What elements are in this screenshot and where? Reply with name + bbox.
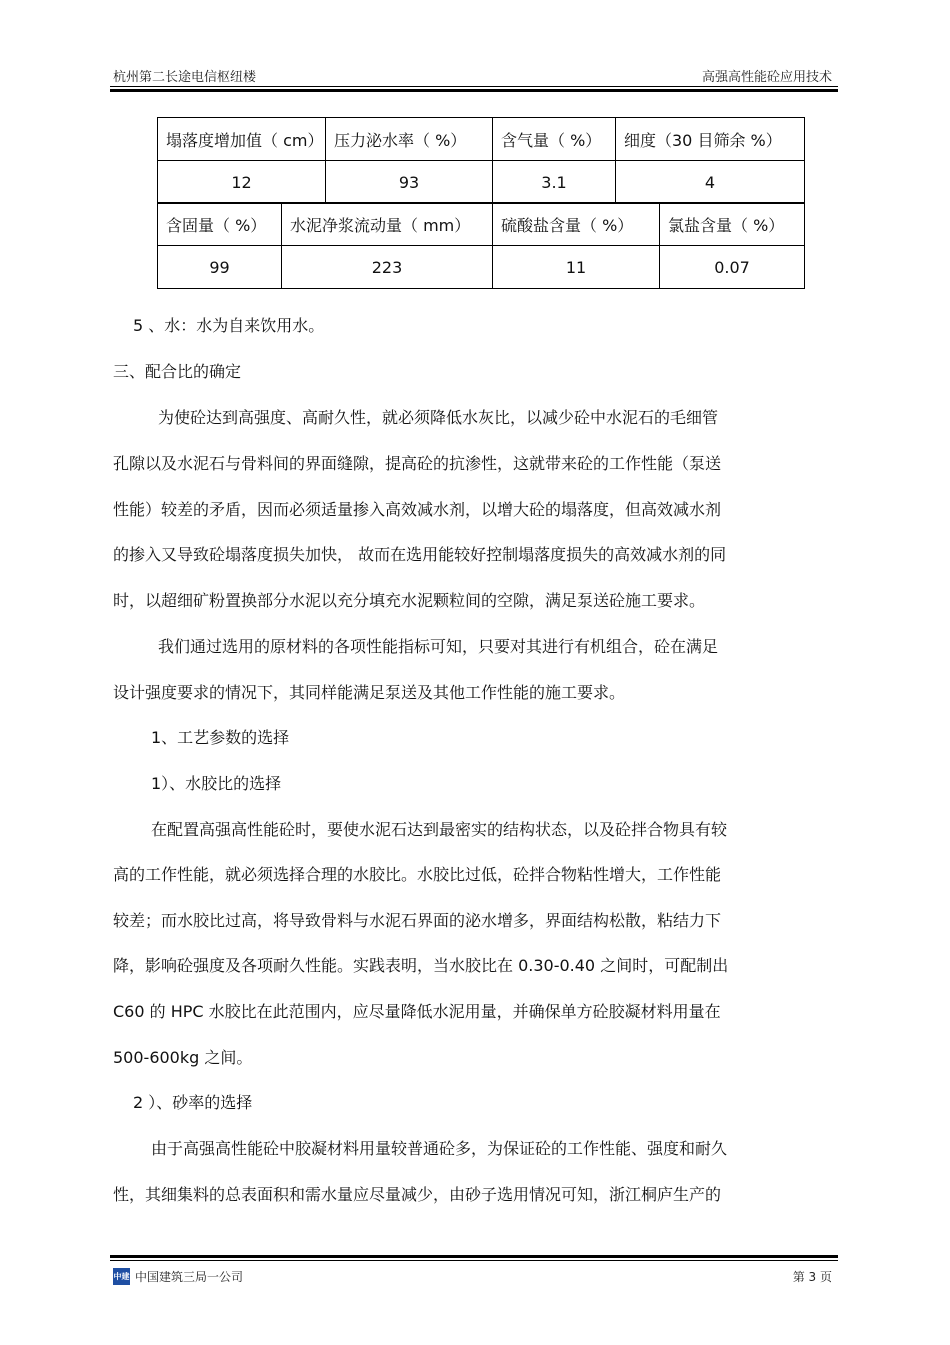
company-logo-icon: 中建 (113, 1268, 130, 1285)
table-cell: 99 (158, 246, 282, 289)
table-cell: 3.1 (493, 161, 616, 204)
header-left: 杭州第二长途电信枢纽楼 (113, 70, 257, 85)
paragraph-line: 高的工作性能，就必须选择合理的水胶比。水胶比过低，砼拌合物粘性增大，工作性能 (113, 865, 722, 884)
paragraph-line: 由于高强高性能砼中胶凝材料用量较普通砼多，为保证砼的工作性能、强度和耐久 (151, 1139, 728, 1158)
admixture-table-2 (157, 202, 805, 289)
table-cell: 0.07 (660, 246, 805, 289)
paragraph-line: 降，影响砼强度及各项耐久性能。实践表明，当水胶比在 0.30-0.40 之间时，可配制出 (113, 956, 729, 975)
paragraph-line: 性，其细集料的总表面积和需水量应尽量减少，由砂子选用情况可知，浙江桐庐生产的 (113, 1185, 722, 1204)
table-cell: 11 (493, 246, 660, 289)
table-header-cell: 硫酸盐含量（ %） (493, 203, 660, 246)
footer-rule-thin (110, 1260, 838, 1261)
table-cell: 93 (326, 161, 493, 204)
subsection-heading: 1、工艺参数的选择 (151, 728, 290, 747)
admixture-table-1 (157, 117, 805, 204)
paragraph-line: 较差；而水胶比过高，将导致骨料与水泥石界面的泌水增多，界面结构松散，粘结力下 (113, 911, 722, 930)
water-note: 5 、水：水为自来饮用水。 (133, 316, 325, 335)
header-rule-thin (110, 86, 838, 87)
paragraph-line: 在配置高强高性能砼时，要使水泥石达到最密实的结构状态，以及砼拌合物具有较 (151, 820, 728, 839)
table-row (158, 118, 805, 161)
table-cell: 223 (282, 246, 493, 289)
table-cell: 4 (616, 161, 805, 204)
subsection-heading: 2 ）、砂率的选择 (133, 1093, 253, 1112)
paragraph-line: 孔隙以及水泥石与骨料间的界面缝隙，提高砼的抗渗性，这就带来砼的工作性能（泵送 (113, 454, 722, 473)
table-row (158, 203, 805, 246)
paragraph-line: 性能）较差的矛盾，因而必须适量掺入高效减水剂，以增大砼的塌落度，但高效减水剂 (113, 500, 722, 519)
table-row (158, 161, 805, 204)
table-header-cell: 水泥净浆流动量（ mm） (282, 203, 493, 246)
footer-company: 中国建筑三局一公司 (135, 1270, 244, 1284)
table-header-cell: 含固量（ %） (158, 203, 282, 246)
paragraph-line: 时，以超细矿粉置换部分水泥以充分填充水泥颗粒间的空隙，满足泵送砼施工要求。 (113, 591, 706, 610)
paragraph-line: 我们通过选用的原材料的各项性能指标可知，只要对其进行有机组合，砼在满足 (158, 637, 719, 656)
header-right: 高强高性能砼应用技术 (701, 70, 832, 85)
table-header-cell: 氯盐含量（ %） (660, 203, 805, 246)
footer-rule-thick (110, 1255, 838, 1258)
paragraph-line: 为使砼达到高强度、高耐久性，就必须降低水灰比，以减少砼中水泥石的毛细管 (158, 408, 719, 427)
page-number: 第 3 页 (792, 1270, 832, 1284)
section-heading: 三、配合比的确定 (113, 362, 242, 381)
table-header-cell: 塌落度增加值（ cm） (158, 118, 326, 161)
table-cell: 12 (158, 161, 326, 204)
table-header-cell: 压力泌水率（ %） (326, 118, 493, 161)
header-rule-thick (110, 89, 838, 92)
table-header-cell: 含气量（ %） (493, 118, 616, 161)
paragraph-line: 设计强度要求的情况下，其同样能满足泵送及其他工作性能的施工要求。 (113, 683, 626, 702)
paragraph-line: 500-600kg 之间。 (113, 1048, 253, 1067)
paragraph-line: 的掺入又导致砼塌落度损失加快， 故而在选用能较好控制塌落度损失的高效减水剂的同 (113, 545, 727, 564)
table-row (158, 246, 805, 289)
paragraph-line: C60 的 HPC 水胶比在此范围内，应尽量降低水泥用量，并确保单方砼胶凝材料用量在 (113, 1002, 721, 1021)
table-header-cell: 细度（30 目筛余 %） (616, 118, 805, 161)
subsection-heading: 1）、水胶比的选择 (151, 774, 282, 793)
